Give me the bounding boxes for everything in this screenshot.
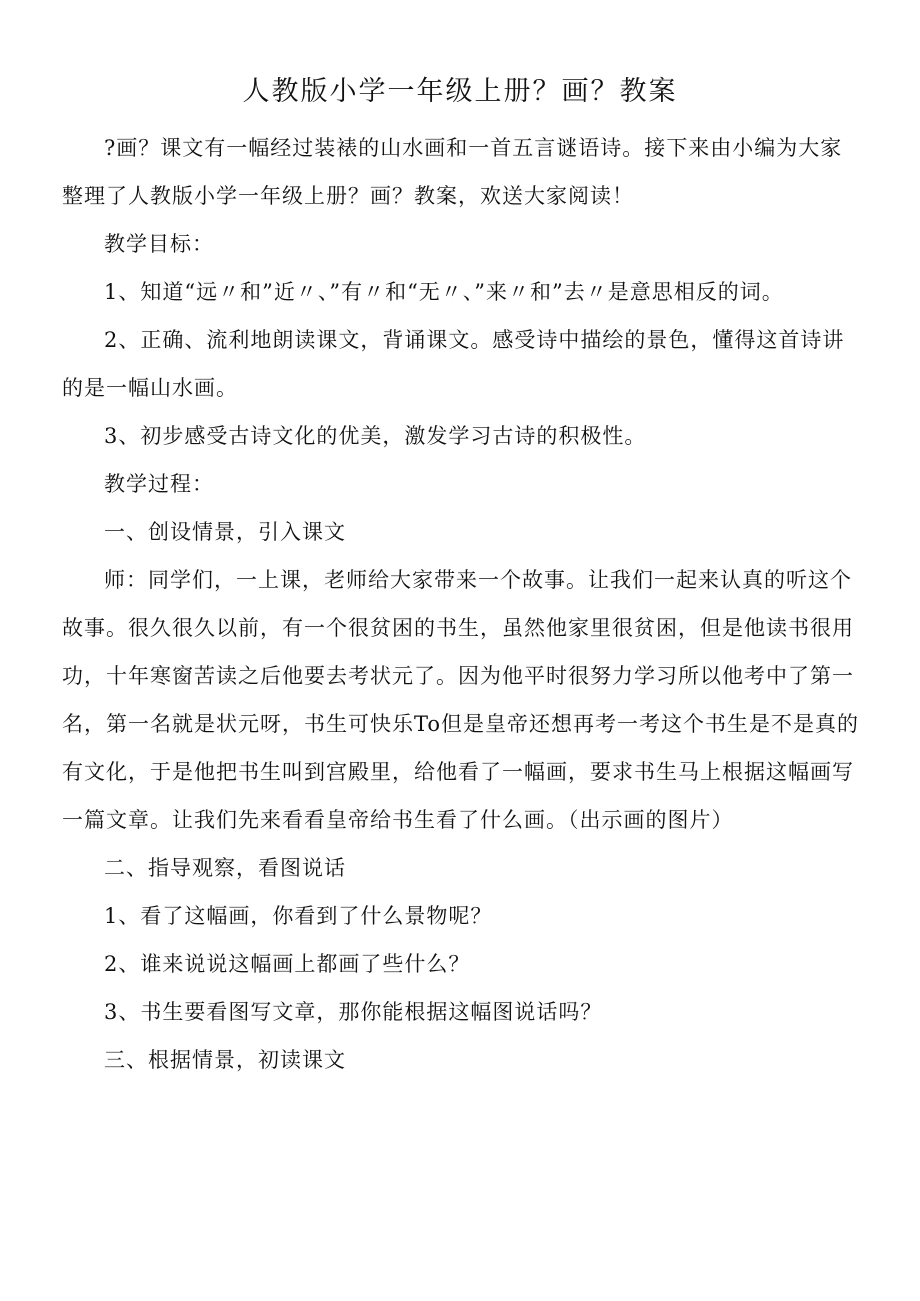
- goal-item-3: 3、初步感受古诗文化的优美，激发学习古诗的积极性。: [104, 424, 647, 448]
- step-heading-1: 一、创设情景，引入课文: [104, 520, 346, 544]
- question-item-1: 1、看了这幅画，你看到了什么景物呢？: [104, 904, 493, 928]
- intro-paragraph: ?画？课文有一幅经过装裱的山水画和一首五言谜语诗。接下来由小编为大家整理了人教版小学一年级上册？画？教案，欢送大家阅读！: [62, 136, 843, 208]
- goal-item-1: 1、知道“远〃和”近〃、”有〃和“无〃、”来〃和”去〃是意思相反的词。: [104, 280, 784, 304]
- section-heading-process: 教学过程：: [104, 472, 214, 496]
- step-heading-2: 二、指导观察，看图说话: [104, 856, 346, 880]
- question-item-3: 3、书生要看图写文章，那你能根据这幅图说话吗？: [104, 1000, 603, 1024]
- question-item-2: 2、谁来说说这幅画上都画了些什么？: [104, 952, 471, 976]
- step-heading-3: 三、根据情景，初读课文: [104, 1048, 346, 1072]
- document-title: 人教版小学一年级上册？画？教案: [242, 76, 678, 107]
- section-heading-goals: 教学目标：: [104, 232, 214, 256]
- teacher-story-paragraph: 师：同学们，一上课，老师给大家带来一个故事。让我们一起来认真的听这个故事。很久很久以前，有一个很贫困的书生，虽然他家里很贫困，但是他读书很用功，十年寒窗苦读之后他要去考状元了。因为他平时很努力学习所以他考中了第一名，第一名就是状元呀，书生可快乐To但是皇帝还想再考一考这个书生是不是真的有文化，于是他把书生叫到宫殿里，给他看了一幅画，要求书生马上根据这幅画写一篇文章。让我们先来看看皇帝给书生看了什么画。（出示画的图片）: [62, 568, 860, 832]
- goal-item-2: 2、正确、流利地朗读课文，背诵课文。感受诗中描绘的景色，懂得这首诗讲的是一幅山水画。: [62, 328, 845, 400]
- document-body: [62, 124, 860, 1084]
